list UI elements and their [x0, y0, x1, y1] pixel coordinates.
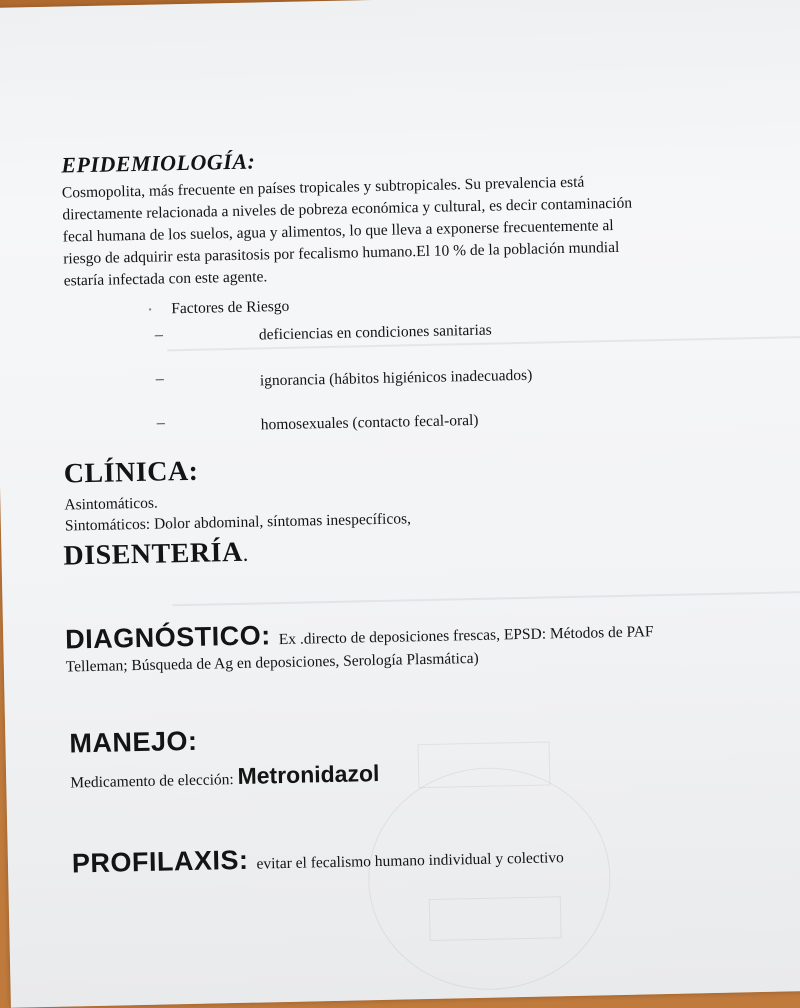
manejo-text: Medicamento de elección:	[70, 771, 234, 792]
manejo-heading: MANEJO:	[69, 725, 198, 759]
clinica-heading: CLÍNICA:	[63, 455, 199, 490]
dash-icon: –	[154, 326, 164, 344]
epidemiologia-heading: EPIDEMIOLOGÍA:	[61, 148, 256, 178]
diagnostico-text: Ex .directo de deposiciones frescas, EPSD: Métodos de PAF	[278, 623, 654, 649]
risk-item: ignorancia (hábitos higiénicos inadecuados)	[259, 366, 533, 390]
paragraph-line: Cosmopolita, más frecuente en países tropicales y subtropicales. Su prevalencia está	[61, 173, 585, 202]
disenteria-heading	[63, 537, 248, 573]
risk-item: deficiencias en condiciones sanitarias	[258, 321, 492, 344]
paragraph-line: riesgo de adquirir esta parasitosis por fecalismo humano.El 10 % de la población mundial	[63, 238, 620, 268]
risk-factors-label: Factores de Riesgo	[171, 297, 290, 318]
paragraph-line: estaría infectada con este agente.	[63, 268, 268, 290]
dash-icon: –	[155, 370, 164, 388]
bleedthrough-line	[173, 590, 800, 606]
disenteria-period: .	[242, 540, 249, 566]
manejo-drug: Metronidazol	[237, 760, 380, 789]
epidemiologia-paragraph	[62, 167, 800, 293]
clinica-line: Sintomáticos: Dolor abdominal, síntomas inespecíficos,	[64, 510, 412, 535]
paragraph-line: directamente relacionada a niveles de pobreza económica y cultural, es decir contaminación	[62, 194, 633, 224]
disenteria-label: DISENTERÍA	[63, 536, 244, 572]
diagnostico-label: DIAGNÓSTICO:	[64, 620, 272, 655]
paragraph-line: fecal humana de los suelos, agua y alimentos, lo que lleva a exponerse frecuentemente al	[62, 216, 614, 246]
manejo-line	[70, 760, 380, 793]
bleedthrough-circle	[366, 765, 613, 992]
profilaxis-label: PROFILAXIS:	[71, 844, 249, 879]
bullet-icon: •	[148, 304, 152, 316]
diagnostico-text-2: Telleman; Búsqueda de Ag en deposiciones, Serología Plasmática)	[65, 649, 479, 676]
profilaxis-text: evitar el fecalismo humano individual y colectivo	[256, 849, 564, 873]
dash-icon: –	[156, 414, 165, 432]
risk-factors-heading	[171, 298, 289, 318]
clinica-line: Asintomáticos.	[64, 494, 159, 514]
diagnostico-heading	[65, 612, 654, 655]
risk-item: homosexuales (contacto fecal-oral)	[260, 411, 479, 434]
